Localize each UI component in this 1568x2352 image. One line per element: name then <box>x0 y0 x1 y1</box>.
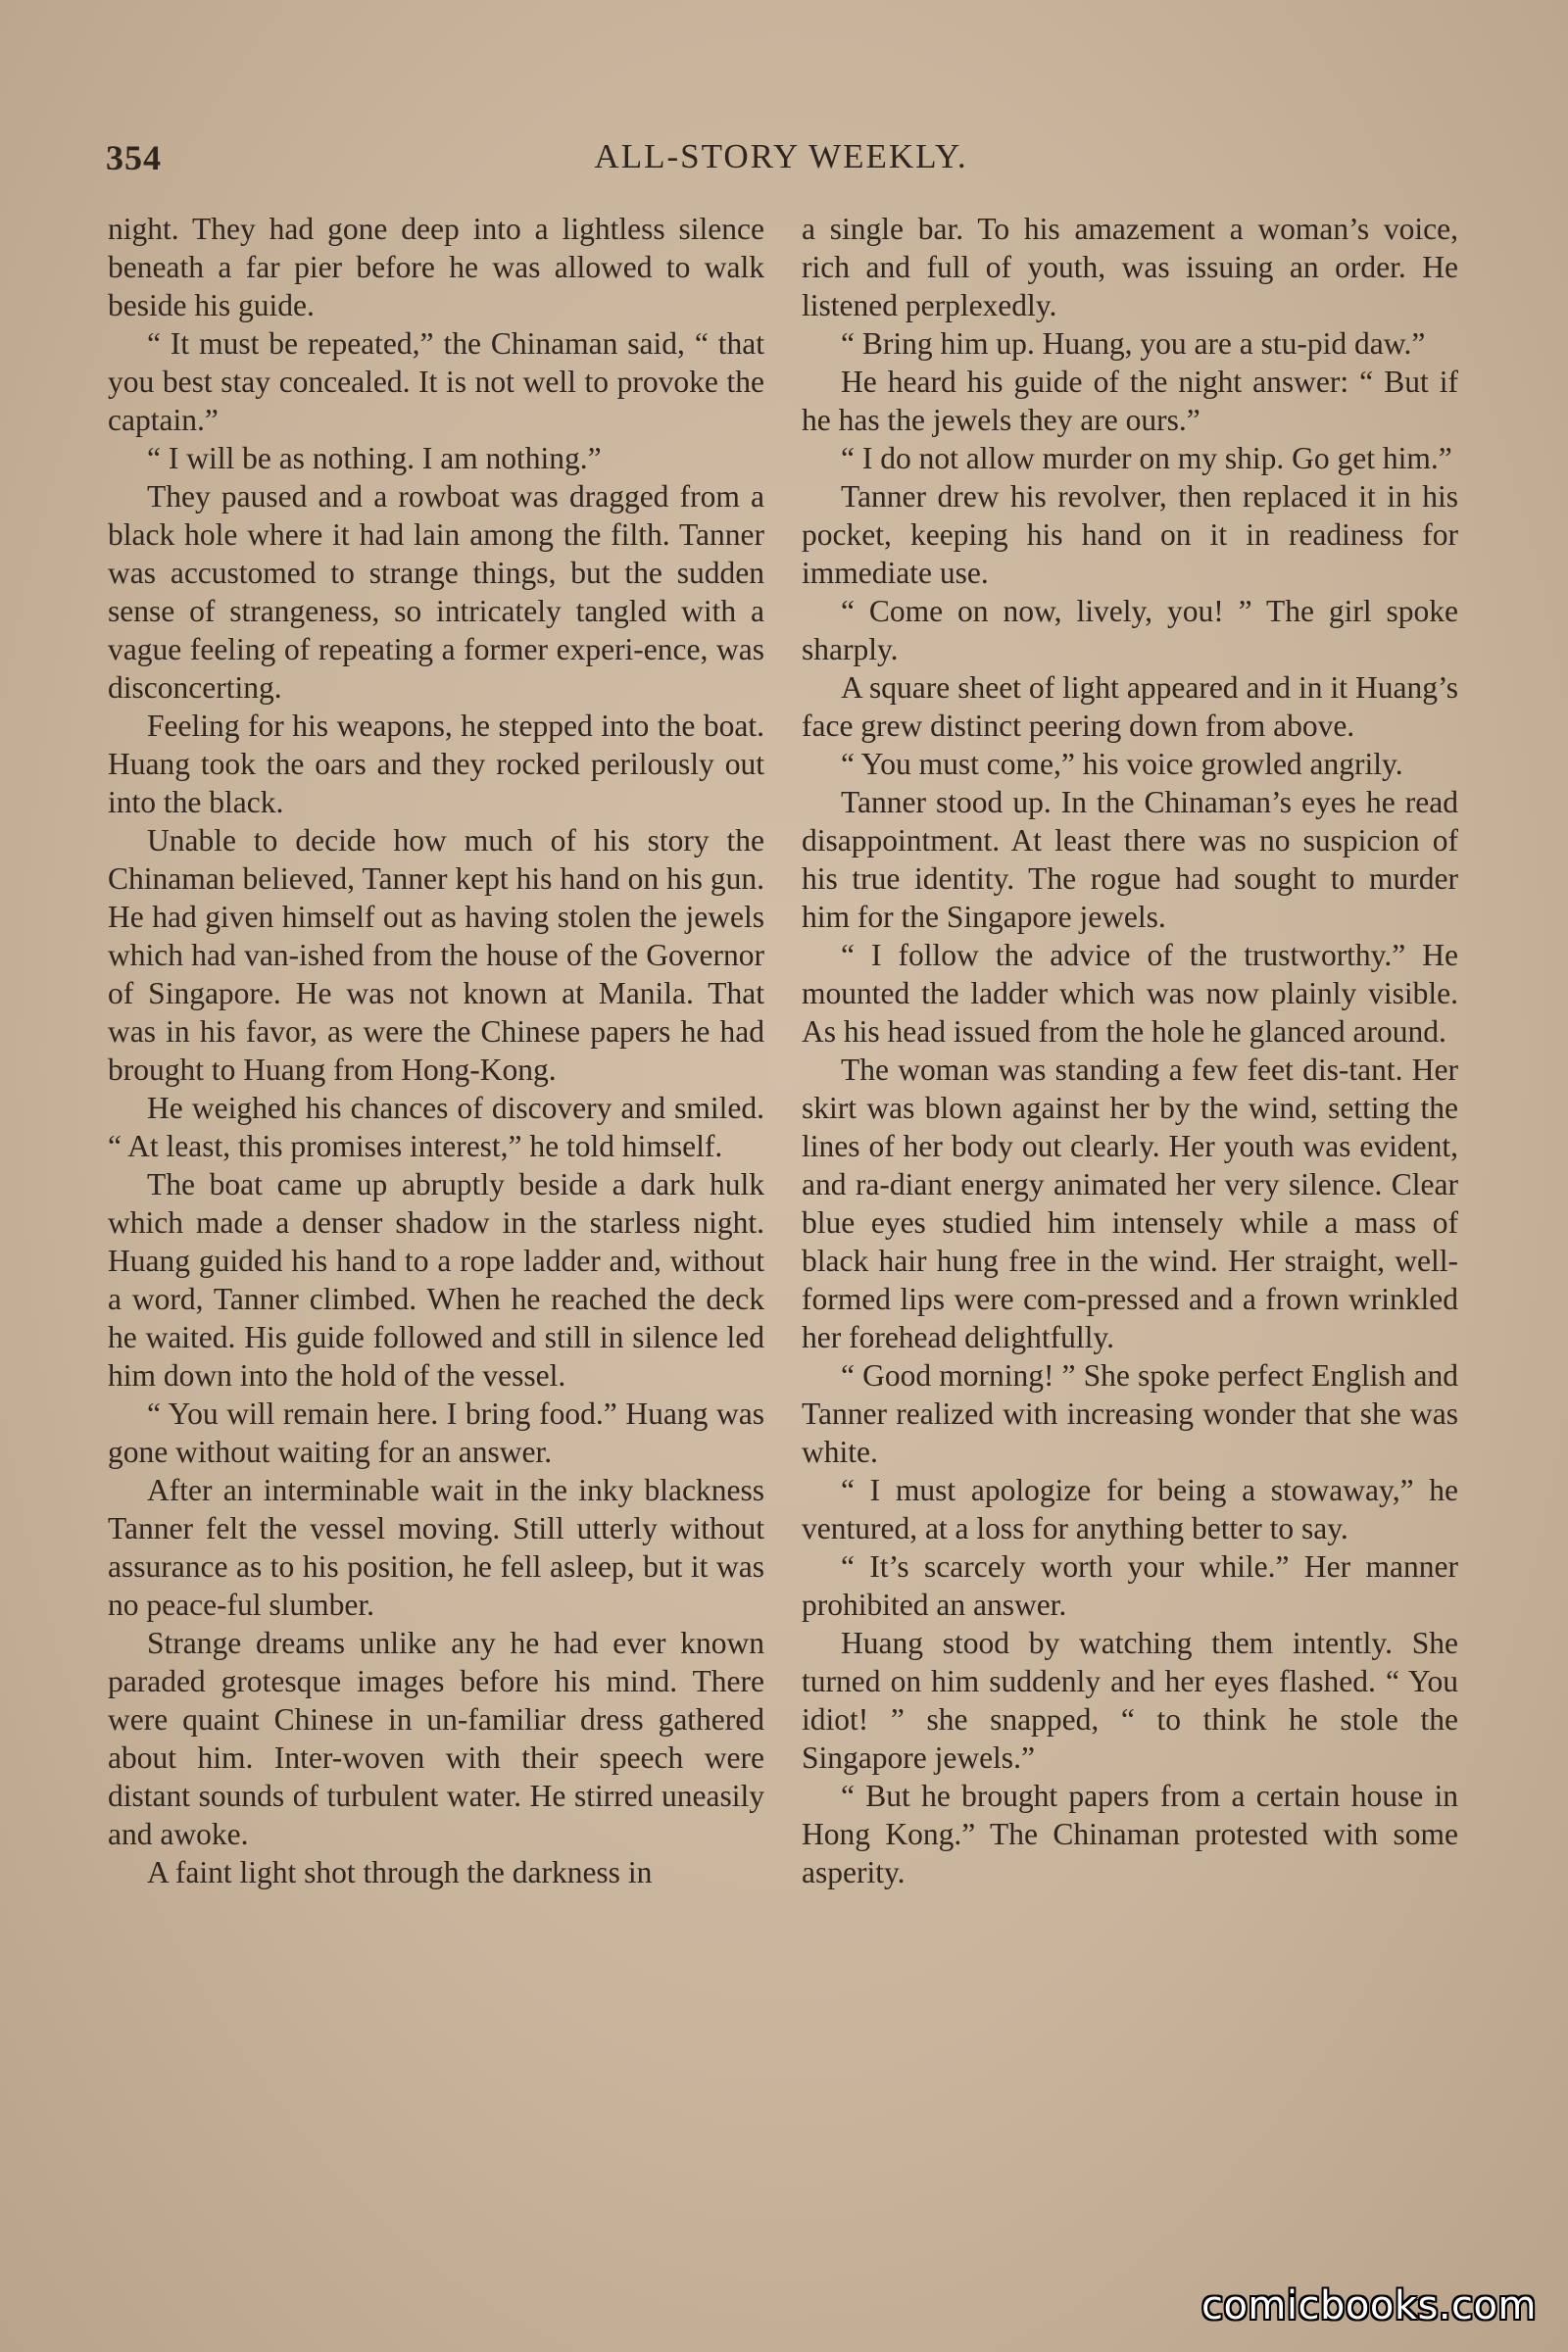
paragraph: “ I do not allow murder on my ship. Go get him.” <box>841 441 1452 475</box>
paragraph: “ Good morning! ” She spoke perfect English and Tanner realized with increasing wonder that she was white. <box>802 1358 1458 1469</box>
paragraph: “ I follow the advice of the trustworthy.” He mounted the ladder which was now plainly visible. As his head issued from the hole he glanced around. <box>802 938 1458 1049</box>
watermark: comicbooks.com <box>1200 2283 1537 2328</box>
paragraph: a single bar. To his amazement a woman’s voice, rich and full of youth, was issuing an order. He listened perplexedly. <box>802 212 1458 322</box>
paragraph: They paused and a rowboat was dragged from a black hole where it had lain among the filth. Tanner was accustomed to strange things, but the sudden sense of strangeness, so intricately tangled with a vague feeling of repeating a former experi-ence, was disconcerting. <box>108 479 764 705</box>
paragraph: The boat came up abruptly beside a dark hulk which made a denser shadow in the starless night. Huang guided his hand to a rope ladder and, without a word, Tanner climbed. When he reached the deck he waited. His guide followed and still in silence led him down into the hold of the vessel. <box>108 1167 764 1393</box>
paragraph: After an interminable wait in the inky blackness Tanner felt the vessel moving. Still utterly without assurance as to his position, he fell asleep, but it was no peace-ful slumber. <box>108 1473 764 1622</box>
paragraph: The woman was standing a few feet dis-tant. Her skirt was blown against her by the wind, setting the lines of her body out clearly. Her youth was evident, and ra-diant energy animated her very silence. Clear blue eyes studied him intensely while a mass of black hair hung free in the wind. Her straight, well-formed lips were com-pressed and a frown wrinkled her forehead delightfully. <box>802 1053 1458 1354</box>
page-number: 354 <box>106 138 162 177</box>
paragraph: “ You will remain here. I bring food.” Huang was gone without waiting for an answer. <box>108 1396 764 1469</box>
paragraph: “ You must come,” his voice growled angrily. <box>841 747 1403 781</box>
paragraph: “ I must apologize for being a stowaway,” he ventured, at a loss for anything better to say. <box>802 1473 1458 1545</box>
paragraph: A square sheet of light appeared and in it Huang’s face grew distinct peering down from above. <box>802 670 1458 743</box>
paragraph: “ It’s scarcely worth your while.” Her manner prohibited an answer. <box>802 1549 1458 1622</box>
paragraph: Unable to decide how much of his story the Chinaman believed, Tanner kept his hand on his gun. He had given himself out as having stolen the jewels which had van-ished from the house of the Governor of Singapore. He was not known at Manila. That was in his favor, as were the Chinese papers he had brought to Huang from Hong-Kong. <box>108 823 764 1087</box>
paragraph: Feeling for his weapons, he stepped into the boat. Huang took the oars and they rocked perilously out into the black. <box>108 709 764 819</box>
paragraph: “ Bring him up. Huang, you are a stu-pid daw.” <box>841 326 1426 361</box>
left-column <box>108 210 764 1891</box>
paragraph: A faint light shot through the darkness in <box>147 1855 653 1889</box>
paragraph: Tanner stood up. In the Chinaman’s eyes he read disappointment. At least there was no suspicion of his true identity. The rogue had sought to murder him for the Singapore jewels. <box>802 785 1458 934</box>
paragraph: night. They had gone deep into a lightless silence beneath a far pier before he was allowed to walk beside his guide. <box>108 212 764 322</box>
paragraph: Huang stood by watching them intently. She turned on him suddenly and her eyes flashed. “ You idiot! ” she snapped, “ to think he stole the Singapore jewels.” <box>802 1626 1458 1775</box>
running-title: ALL-STORY WEEKLY. <box>594 137 968 175</box>
right-column <box>802 210 1458 1891</box>
paragraph: He heard his guide of the night answer: “ But if he has the jewels they are ours.” <box>802 365 1458 437</box>
paragraph: “ I will be as nothing. I am nothing.” <box>147 441 602 475</box>
paragraph: “ Come on now, lively, you! ” The girl spoke sharply. <box>802 594 1458 666</box>
paragraph: Tanner drew his revolver, then replaced it in his pocket, keeping his hand on it in readiness for immediate use. <box>802 479 1458 590</box>
paragraph: Strange dreams unlike any he had ever known paraded grotesque images before his mind. There were quaint Chinese in un-familiar dress gathered about him. Inter-woven with their speech were distant sounds of turbulent water. He stirred uneasily and awoke. <box>108 1626 764 1851</box>
paragraph: “ But he brought papers from a certain house in Hong Kong.” The Chinaman protested with some asperity. <box>802 1779 1458 1889</box>
paragraph: He weighed his chances of discovery and smiled. “ At least, this promises interest,” he told himself. <box>108 1091 764 1163</box>
page-header <box>106 137 1456 186</box>
paragraph: “ It must be repeated,” the Chinaman said, “ that you best stay concealed. It is not well to provoke the captain.” <box>108 326 764 437</box>
